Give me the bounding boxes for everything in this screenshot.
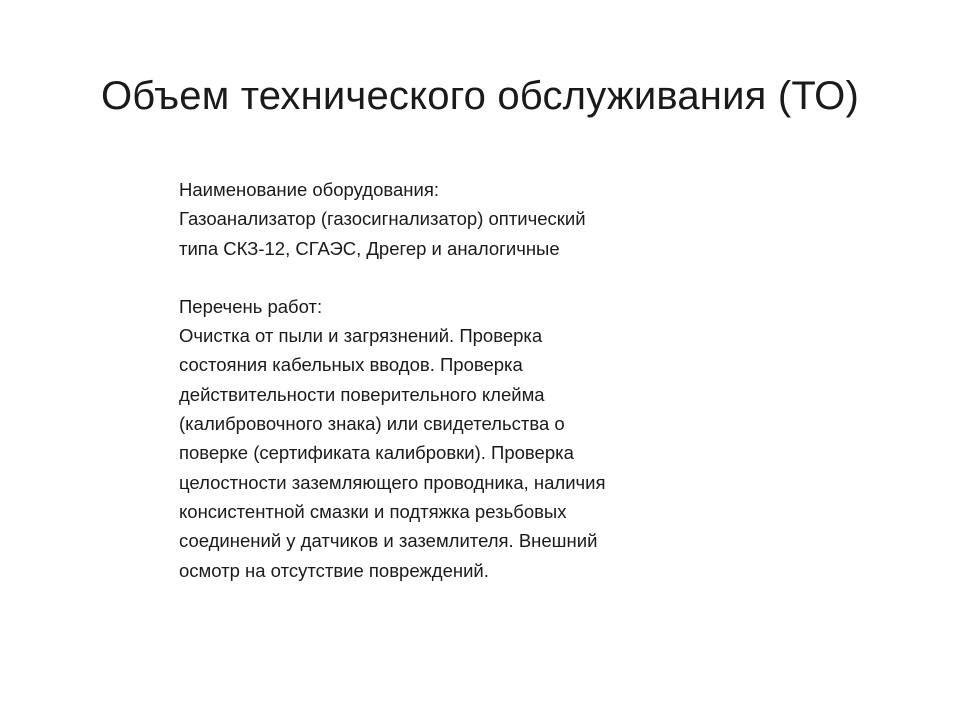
works-line: соединений у датчиков и заземлителя. Внешний [179,530,598,552]
equipment-block [179,175,739,263]
works-line: состояния кабельных вводов. Проверка [179,354,523,376]
equipment-heading: Наименование оборудования: [179,179,439,200]
equipment-line: типа СКЗ-12, СГАЭС, Дрегер и аналогичные [179,237,560,259]
works-line: осмотр на отсутствие повреждений. [179,559,489,581]
works-line: поверке (сертификата калибровки). Проверка [179,442,574,464]
works-line: целостности заземляющего проводника, наличия [179,471,606,493]
works-block [179,292,739,585]
works-heading: Перечень работ: [179,295,323,317]
works-line: Очистка от пыли и загрязнений. Проверка [179,325,543,347]
slide-content [179,175,739,585]
works-line: действительности поверительного клейма [179,383,545,405]
works-line: (калибровочного знака) или свидетельства о [179,413,565,435]
equipment-line: Газоанализатор (газосигнализатор) оптический [179,208,586,230]
slide-title: Объем технического обслуживания (ТО) [100,74,860,118]
works-line: консистентной смазки и подтяжка резьбовых [179,500,567,522]
